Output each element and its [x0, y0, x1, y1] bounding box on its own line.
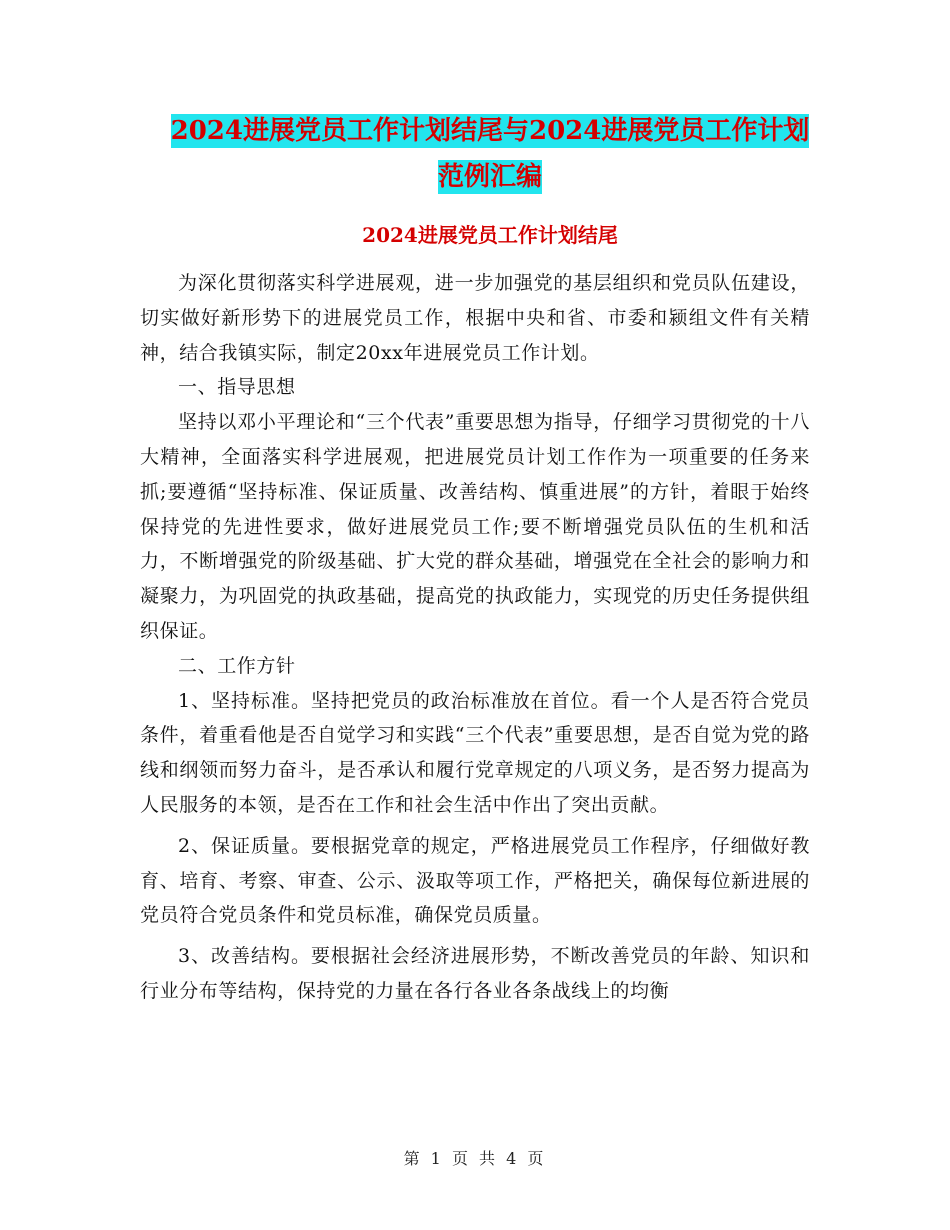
paragraph-policy-standards: 1、坚持标准。坚持把党员的政治标准放在首位。看一个人是否符合党员条件，着重看他是否自觉学习和实践“三个代表”重要思想，是否自觉为党的路线和纲领而努力奋斗，是否承认和履行党章规定的八项义务，是否努力提高为人民服务的本领，是否在工作和社会生活中作出了突出贡献。 [140, 689, 810, 816]
heading-work-policy: 二、工作方针 [178, 654, 296, 677]
page-footer: 第 1 页 共 4 页 [403, 1149, 547, 1168]
document-body [140, 266, 810, 1009]
paragraph-policy-structure: 3、改善结构。要根据社会经济进展形势，不断改善党员的年龄、知识和行业分布等结构，保持党的力量在各行各业各条战线上的均衡 [140, 945, 810, 1002]
paragraph-policy-quality: 2、保证质量。要根据党章的规定，严格进展党员工作程序，仔细做好教育、培育、考察、审查、公示、汲取等项工作，严格把关，确保每位新进展的党员符合党员条件和党员标准，确保党员质量。 [140, 834, 810, 927]
document-title-line1: 2024进展党员工作计划结尾与2024进展党员工作计划 [170, 116, 810, 146]
paragraph-intro: 为深化贯彻落实科学进展观，进一步加强党的基层组织和党员队伍建设，切实做好新形势下的进展党员工作，根据中央和省、市委和颍组文件有关精神，结合我镇实际，制定20xx年进展党员工作计划。 [140, 272, 810, 364]
document-title-line2: 范例汇编 [437, 162, 542, 192]
section-title: 2024进展党员工作计划结尾 [362, 223, 618, 247]
document-title [140, 108, 840, 200]
heading-guiding-ideology: 一、指导思想 [178, 376, 296, 399]
paragraph-guiding-ideology: 坚持以邓小平理论和“三个代表”重要思想为指导，仔细学习贯彻党的十八大精神，全面落实科学进展观，把进展党员计划工作作为一项重要的任务来抓;要遵循“坚持标准、保证质量、改善结构、慎重进展”的方针，着眼于始终保持党的先进性要求，做好进展党员工作;要不断增强党员队伍的生机和活力，不断增强党的阶级基础、扩大党的群众基础，增强党在全社会的影响力和凝聚力，为巩固党的执政基础，提高党的执政能力，实现党的历史任务提供组织保证。 [140, 411, 810, 642]
